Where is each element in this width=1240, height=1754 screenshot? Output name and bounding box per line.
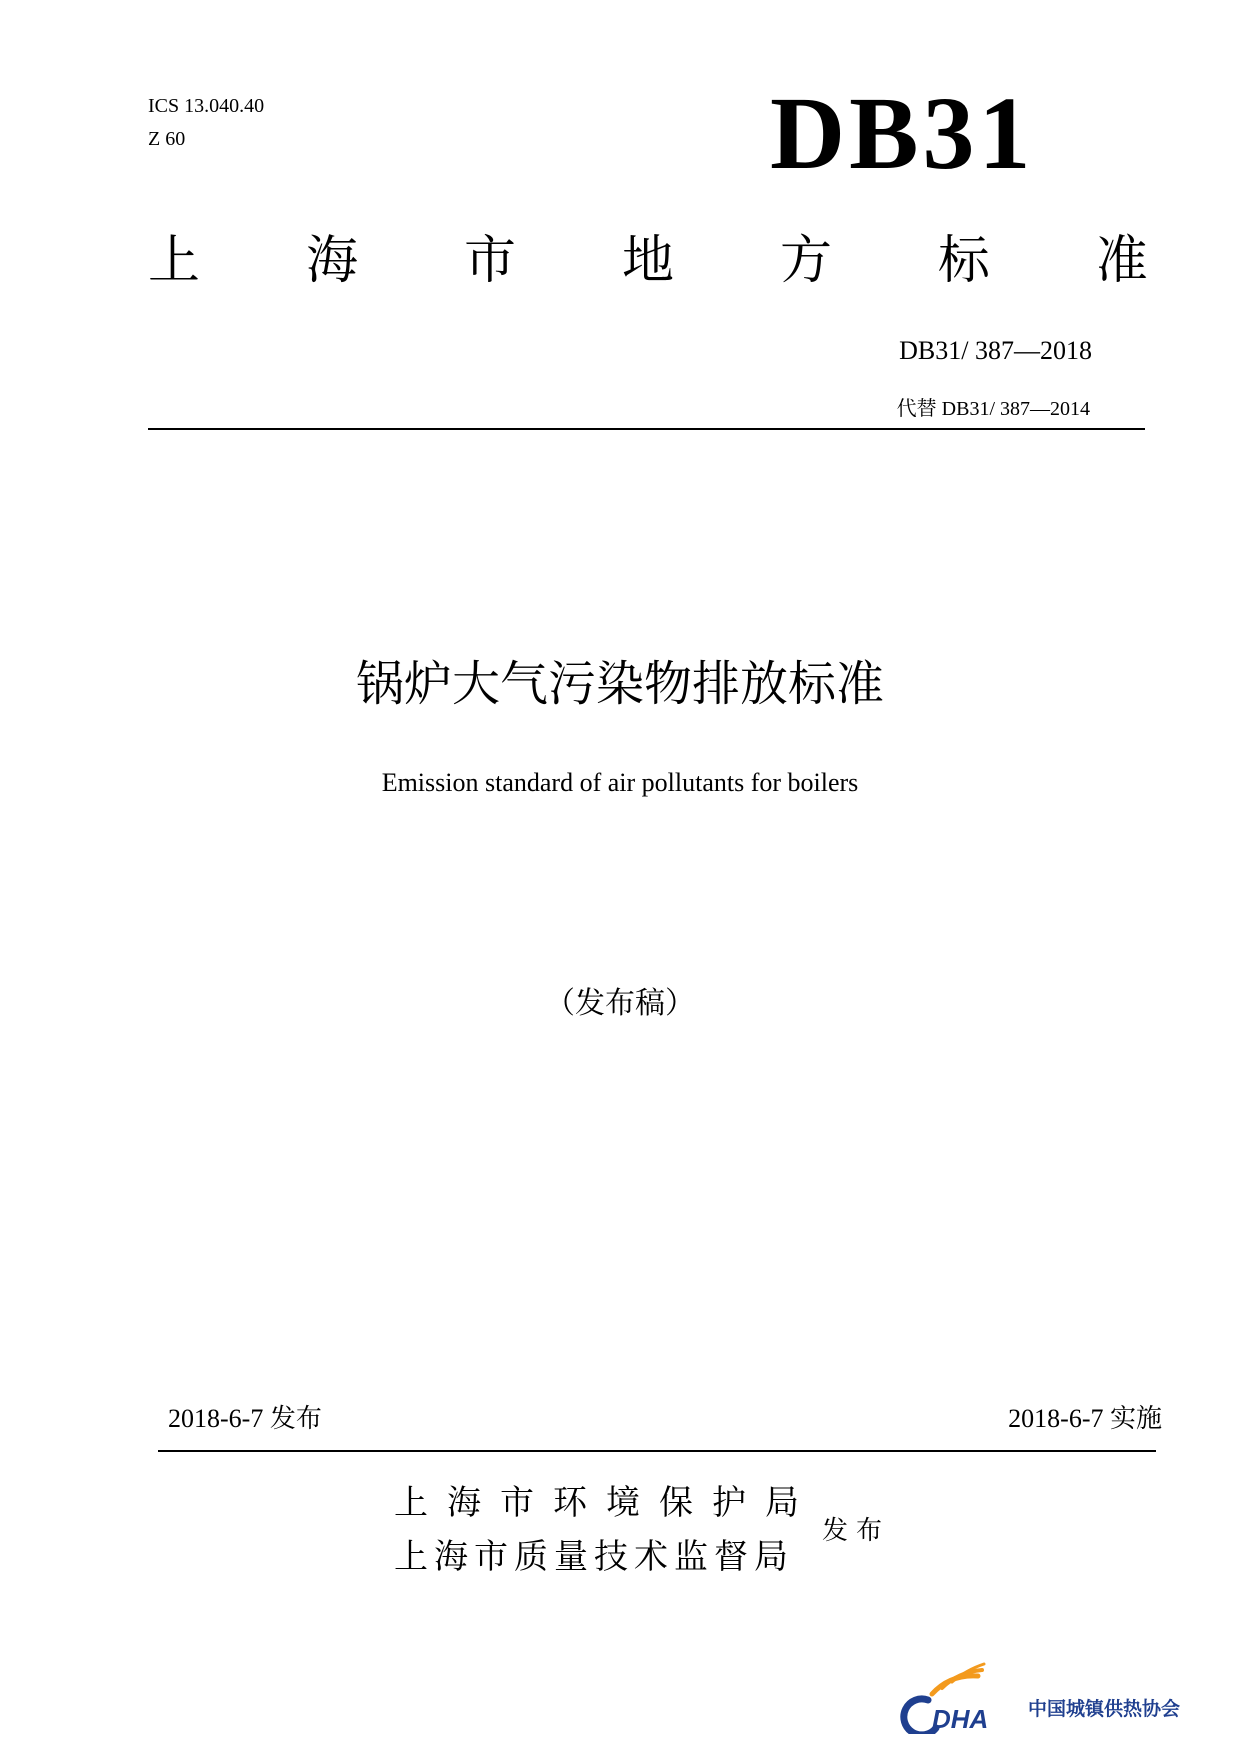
standard-type-char: 标 (937, 231, 990, 291)
classification-codes (148, 90, 264, 156)
authority-names (394, 1476, 818, 1584)
publish-label: 发布 (822, 1515, 891, 1546)
standard-type-char: 地 (621, 231, 674, 291)
standard-type-char: 方 (779, 231, 832, 291)
ics-code: ICS 13.040.40 (148, 95, 265, 117)
cdha-logo-icon (898, 1654, 1026, 1734)
standard-type-heading (148, 226, 1148, 296)
authority-quality-bureau: 上海市质量技术监督局 (394, 1537, 794, 1577)
issue-date: 2018-6-7 发布 (168, 1404, 322, 1433)
standard-type-char: 准 (1095, 231, 1148, 291)
top-divider (148, 428, 1145, 430)
standard-type-char: 市 (463, 231, 516, 291)
watermark-org-name: 中国城镇供热协会 (1028, 1697, 1181, 1720)
title-chinese: 锅炉大气污染物排放标准 (355, 656, 884, 712)
issuing-authorities (394, 1476, 890, 1584)
standard-type-char: 上 (148, 231, 201, 291)
draft-status: （发布稿） (545, 986, 695, 1021)
replaces-standard: 代替 DB31/ 387—2014 (896, 398, 1090, 420)
db-logo: DB31 (770, 76, 1035, 191)
standard-type-char: 海 (305, 231, 358, 291)
ccs-code: Z 60 (148, 128, 186, 150)
title-english: Emission standard of air pollutants for boilers (381, 768, 859, 797)
svg-text:DHA: DHA (932, 1704, 989, 1734)
standard-code: DB31/ 387—2018 (899, 336, 1092, 365)
cdha-watermark (898, 1654, 1180, 1734)
authority-environmental-bureau: 上海市环境保护局 (394, 1483, 818, 1523)
bottom-divider (158, 1450, 1156, 1452)
implementation-date: 2018-6-7 实施 (1008, 1404, 1162, 1433)
